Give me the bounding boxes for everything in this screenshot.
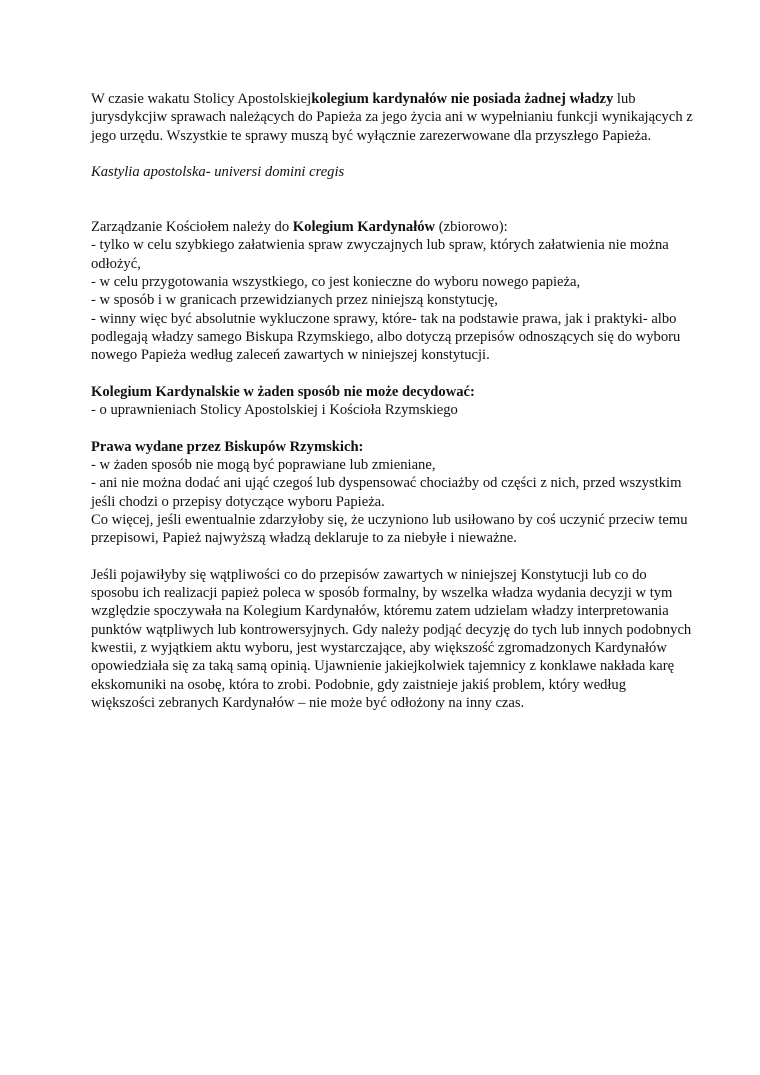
list-line: odłożyć,: [91, 255, 141, 272]
text-line: ekskomuniki na osobę, która to zrobi. Podobnie, gdy zaistnieje jakiś problem, który według: [91, 676, 627, 693]
text-line: punktów wątpliwych lub kontrowersyjnych. Gdy należy podjąć decyzję do tych lub innych podobnych: [91, 621, 692, 638]
list-line: podlegają władzy samego Biskupa Rzymskiego, albo dotyczą przepisów odnoszących się do wyboru: [91, 328, 681, 345]
text-line: kwestii, z wyjątkiem aktu wyboru, jest wystarczające, aby większość zgromadzonych Kardynałów: [91, 639, 667, 656]
list-line: - w celu przygotowania wszystkiego, co jest konieczne do wyboru nowego papieża,: [91, 273, 581, 290]
paragraph-governance: [91, 218, 731, 364]
text-line: przepisowi, Papież najwyższą władzą deklaruje to za niebyłe i nieważne.: [91, 530, 517, 547]
document-page: [91, 90, 731, 712]
text-run: Zarządzanie Kościołem należy do: [91, 219, 293, 236]
paragraph-vacancy: [91, 90, 731, 145]
text-line: [91, 90, 731, 108]
text-run: (zbiorowo):: [435, 219, 508, 236]
text-line: względzie spoczywała na Kolegium Kardynałów, któremu zatem udzielam władzy interpretowania: [91, 603, 669, 620]
italic-subtitle: Kastylia apostolska- universi domini cregis: [91, 164, 345, 181]
section-heading: Prawa wydane przez Biskupów Rzymskich:: [91, 438, 364, 455]
list-line: - w żaden sposób nie mogą być poprawiane lub zmieniane,: [91, 456, 436, 473]
paragraph-college-limits: [91, 383, 731, 420]
paragraph-doubts: [91, 566, 731, 712]
text-line: opowiedziała się za taką samą opinią. Ujawnienie jakiejkolwiek tajemnicy z konklawe nakłada karę: [91, 658, 675, 675]
bold-text-run: kolegium kardynałów nie posiada żadnej władzy: [311, 91, 614, 107]
list-line: - w sposób i w granicach przewidzianych przez niniejszą konstytucję,: [91, 292, 498, 309]
list-line: jeśli chodzi o przepisy dotyczące wyboru Papieża.: [91, 493, 385, 510]
list-line: - ani nie można dodać ani ująć czegoś lub dyspensować chociażby od części z nich, przed wszystkim: [91, 475, 682, 492]
text-line: jurysdykcjiw sprawach należących do Papieża za jego życia ani w wypełnianiu funkcji wynikających z: [91, 109, 693, 126]
text-line: większości zebranych Kardynałów – nie może być odłożony na inny czas.: [91, 694, 525, 711]
section-heading: Kolegium Kardynalskie w żaden sposób nie może decydować:: [91, 383, 475, 400]
paragraph-roman-laws: [91, 438, 731, 548]
list-line: - winny więc być absolutnie wykluczone sprawy, które- tak na podstawie prawa, jak i praktyki- albo: [91, 310, 677, 327]
bold-text-run: Kolegium Kardynałów: [292, 219, 436, 236]
list-line: - o uprawnieniach Stolicy Apostolskiej i Kościoła Rzymskiego: [91, 402, 458, 419]
text-line: jego urzędu. Wszystkie te sprawy muszą być wyłącznie zarezerwowane dla przyszłego Papieża.: [91, 127, 652, 144]
text-run: lub: [613, 91, 636, 107]
text-line: sposobu ich realizacji papież poleca w sposób formalny, by wszelka władza wydania decyzji w tym: [91, 585, 673, 602]
text-line: Co więcej, jeśli ewentualnie zdarzyłoby się, że uczyniono lub usiłowano by coś uczynić przeciw temu: [91, 511, 688, 528]
text-run: W czasie wakatu Stolicy Apostolskiej: [91, 91, 312, 107]
list-line: nowego Papieża według zaleceń zawartych w niniejszej konstytucji.: [91, 347, 490, 364]
subtitle-italic: [91, 163, 731, 181]
text-line: [91, 218, 731, 236]
text-line: Jeśli pojawiłyby się wątpliwości co do przepisów zawartych w niniejszej Konstytucji lub co do: [91, 566, 647, 583]
list-line: - tylko w celu szybkiego załatwienia spraw zwyczajnych lub spraw, których załatwienia nie można: [91, 237, 669, 254]
